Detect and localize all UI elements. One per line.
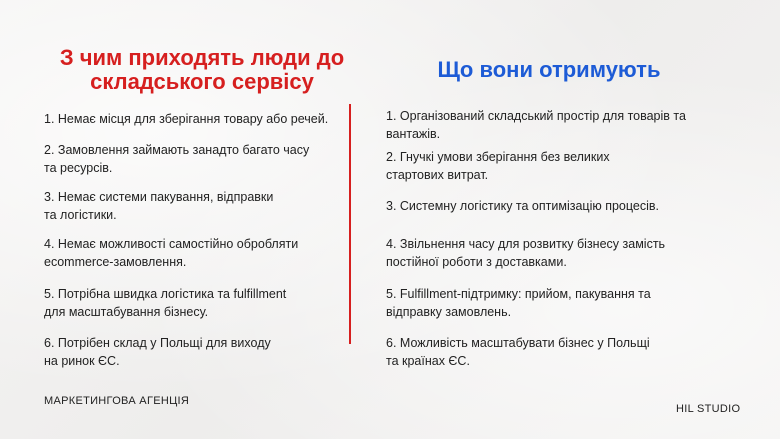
benefit-item-3: 3. Системну логістику та оптимізацію процесів. bbox=[386, 199, 659, 213]
problem-item-2: 2. Замовлення займають занадто багато часу та ресурсів. bbox=[44, 143, 310, 175]
problem-item-4: 4. Немає можливості самостійно обробляти ecommerce-замовлення. bbox=[44, 237, 299, 269]
problem-item-1: 1. Немає місця для зберігання товару або речей. bbox=[44, 112, 329, 126]
benefits-title: Що вони отримують bbox=[437, 57, 661, 82]
benefit-item-4: 4. Звільнення часу для розвитку бізнесу замість постійної роботи з доставками. bbox=[386, 237, 666, 269]
benefit-item-6: 6. Можливість масштабувати бізнес у Польщі та країнах ЄС. bbox=[386, 336, 650, 368]
benefit-item-1: 1. Організований складський простір для товарів та вантажів. bbox=[386, 109, 686, 141]
problem-item-6: 6. Потрібен склад у Польщі для виходу на ринок ЄС. bbox=[44, 336, 271, 368]
problem-item-3: 3. Немає системи пакування, відправки та логістики. bbox=[44, 190, 274, 222]
benefit-item-2: 2. Гнучкі умови зберігання без великих стартових витрат. bbox=[386, 150, 610, 182]
benefit-item-5: 5. Fulfillment-підтримку: прийом, пакування та відправку замовлень. bbox=[386, 287, 651, 319]
problem-item-5: 5. Потрібна швидка логістика та fulfillment для масштабування бізнесу. bbox=[44, 287, 287, 319]
column-divider bbox=[349, 104, 351, 344]
studio-label: HIL STUDIO bbox=[676, 403, 741, 415]
agency-label: МАРКЕТИНГОВА АГЕНЦІЯ bbox=[44, 395, 190, 407]
problems-title: З чим приходять люди до складського сервісу bbox=[59, 45, 345, 94]
